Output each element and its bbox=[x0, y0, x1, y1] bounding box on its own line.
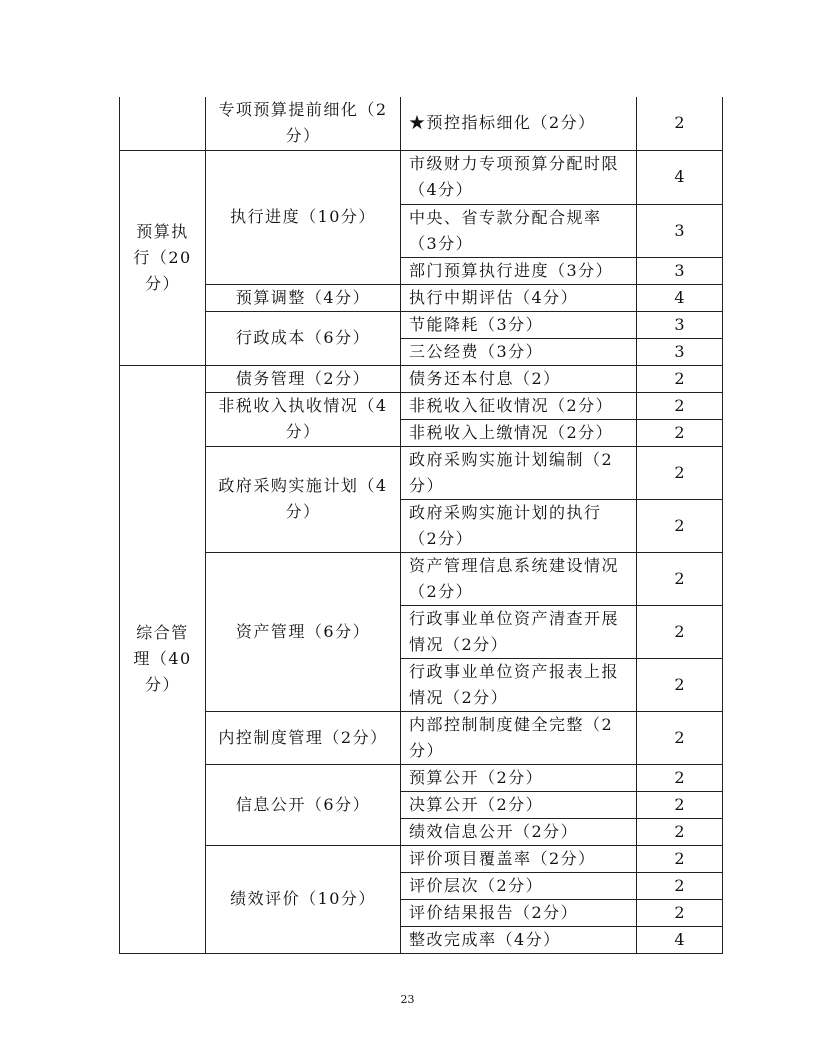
item-cell: 整改完成率（4分） bbox=[401, 926, 637, 953]
score-cell: 2 bbox=[637, 872, 723, 899]
table-row bbox=[120, 365, 723, 392]
category-cell bbox=[120, 97, 206, 150]
item-cell: 政府采购实施计划编制（2分） bbox=[401, 446, 637, 499]
item-cell: 政府采购实施计划的执行（2分） bbox=[401, 499, 637, 552]
score-cell: 2 bbox=[637, 764, 723, 791]
indicator-cell: 绩效评价（10分） bbox=[206, 845, 401, 953]
table-row bbox=[120, 392, 723, 419]
indicator-cell: 信息公开（6分） bbox=[206, 764, 401, 845]
indicator-cell: 预算调整（4分） bbox=[206, 284, 401, 311]
table-row bbox=[120, 446, 723, 499]
item-cell: ★预控指标细化（2分） bbox=[401, 97, 637, 150]
category-cell: 综合管理（40分） bbox=[120, 365, 206, 953]
page-number: 23 bbox=[400, 993, 415, 1006]
category-cell: 预算执行（20分） bbox=[120, 150, 206, 365]
table-row bbox=[120, 150, 723, 204]
table-row bbox=[120, 311, 723, 338]
score-cell: 3 bbox=[637, 311, 723, 338]
item-cell: 非税收入上缴情况（2分） bbox=[401, 419, 637, 446]
item-cell: 内部控制制度健全完整（2分） bbox=[401, 711, 637, 764]
item-cell: 节能降耗（3分） bbox=[401, 311, 637, 338]
item-cell: 市级财力专项预算分配时限（4分） bbox=[401, 150, 637, 204]
score-cell: 4 bbox=[637, 926, 723, 953]
score-cell: 2 bbox=[637, 365, 723, 392]
item-cell: 绩效信息公开（2分） bbox=[401, 818, 637, 845]
table-row bbox=[120, 711, 723, 764]
table-row bbox=[120, 97, 723, 150]
item-cell: 行政事业单位资产报表上报情况（2分） bbox=[401, 658, 637, 711]
score-cell: 2 bbox=[637, 419, 723, 446]
item-cell: 非税收入征收情况（2分） bbox=[401, 392, 637, 419]
item-cell: 三公经费（3分） bbox=[401, 338, 637, 365]
score-cell: 2 bbox=[637, 446, 723, 499]
evaluation-table bbox=[119, 97, 723, 954]
item-cell: 行政事业单位资产清查开展情况（2分） bbox=[401, 605, 637, 658]
indicator-cell: 债务管理（2分） bbox=[206, 365, 401, 392]
score-cell: 2 bbox=[637, 845, 723, 872]
score-cell: 2 bbox=[637, 658, 723, 711]
score-cell: 2 bbox=[637, 392, 723, 419]
score-cell: 3 bbox=[637, 338, 723, 365]
indicator-cell: 资产管理（6分） bbox=[206, 552, 401, 711]
indicator-cell: 行政成本（6分） bbox=[206, 311, 401, 365]
score-cell: 2 bbox=[637, 818, 723, 845]
table-row bbox=[120, 845, 723, 872]
item-cell: 资产管理信息系统建设情况（2分） bbox=[401, 552, 637, 605]
item-cell: 债务还本付息（2） bbox=[401, 365, 637, 392]
score-cell: 4 bbox=[637, 284, 723, 311]
score-cell: 4 bbox=[637, 150, 723, 204]
table-row bbox=[120, 284, 723, 311]
indicator-cell: 执行进度（10分） bbox=[206, 150, 401, 284]
item-cell: 决算公开（2分） bbox=[401, 791, 637, 818]
score-cell: 2 bbox=[637, 97, 723, 150]
item-cell: 评价结果报告（2分） bbox=[401, 899, 637, 926]
score-cell: 2 bbox=[637, 791, 723, 818]
indicator-cell: 非税收入执收情况（4分） bbox=[206, 392, 401, 446]
item-cell: 评价层次（2分） bbox=[401, 872, 637, 899]
item-cell: 预算公开（2分） bbox=[401, 764, 637, 791]
item-cell: 评价项目覆盖率（2分） bbox=[401, 845, 637, 872]
score-cell: 2 bbox=[637, 605, 723, 658]
score-cell: 2 bbox=[637, 711, 723, 764]
score-cell: 3 bbox=[637, 257, 723, 284]
score-cell: 3 bbox=[637, 204, 723, 257]
item-cell: 中央、省专款分配合规率（3分） bbox=[401, 204, 637, 257]
score-cell: 2 bbox=[637, 552, 723, 605]
item-cell: 部门预算执行进度（3分） bbox=[401, 257, 637, 284]
indicator-cell: 专项预算提前细化（2分） bbox=[206, 97, 401, 150]
indicator-cell: 政府采购实施计划（4分） bbox=[206, 446, 401, 552]
table-row bbox=[120, 764, 723, 791]
table-row bbox=[120, 552, 723, 605]
score-cell: 2 bbox=[637, 899, 723, 926]
score-cell: 2 bbox=[637, 499, 723, 552]
indicator-cell: 内控制度管理（2分） bbox=[206, 711, 401, 764]
item-cell: 执行中期评估（4分） bbox=[401, 284, 637, 311]
